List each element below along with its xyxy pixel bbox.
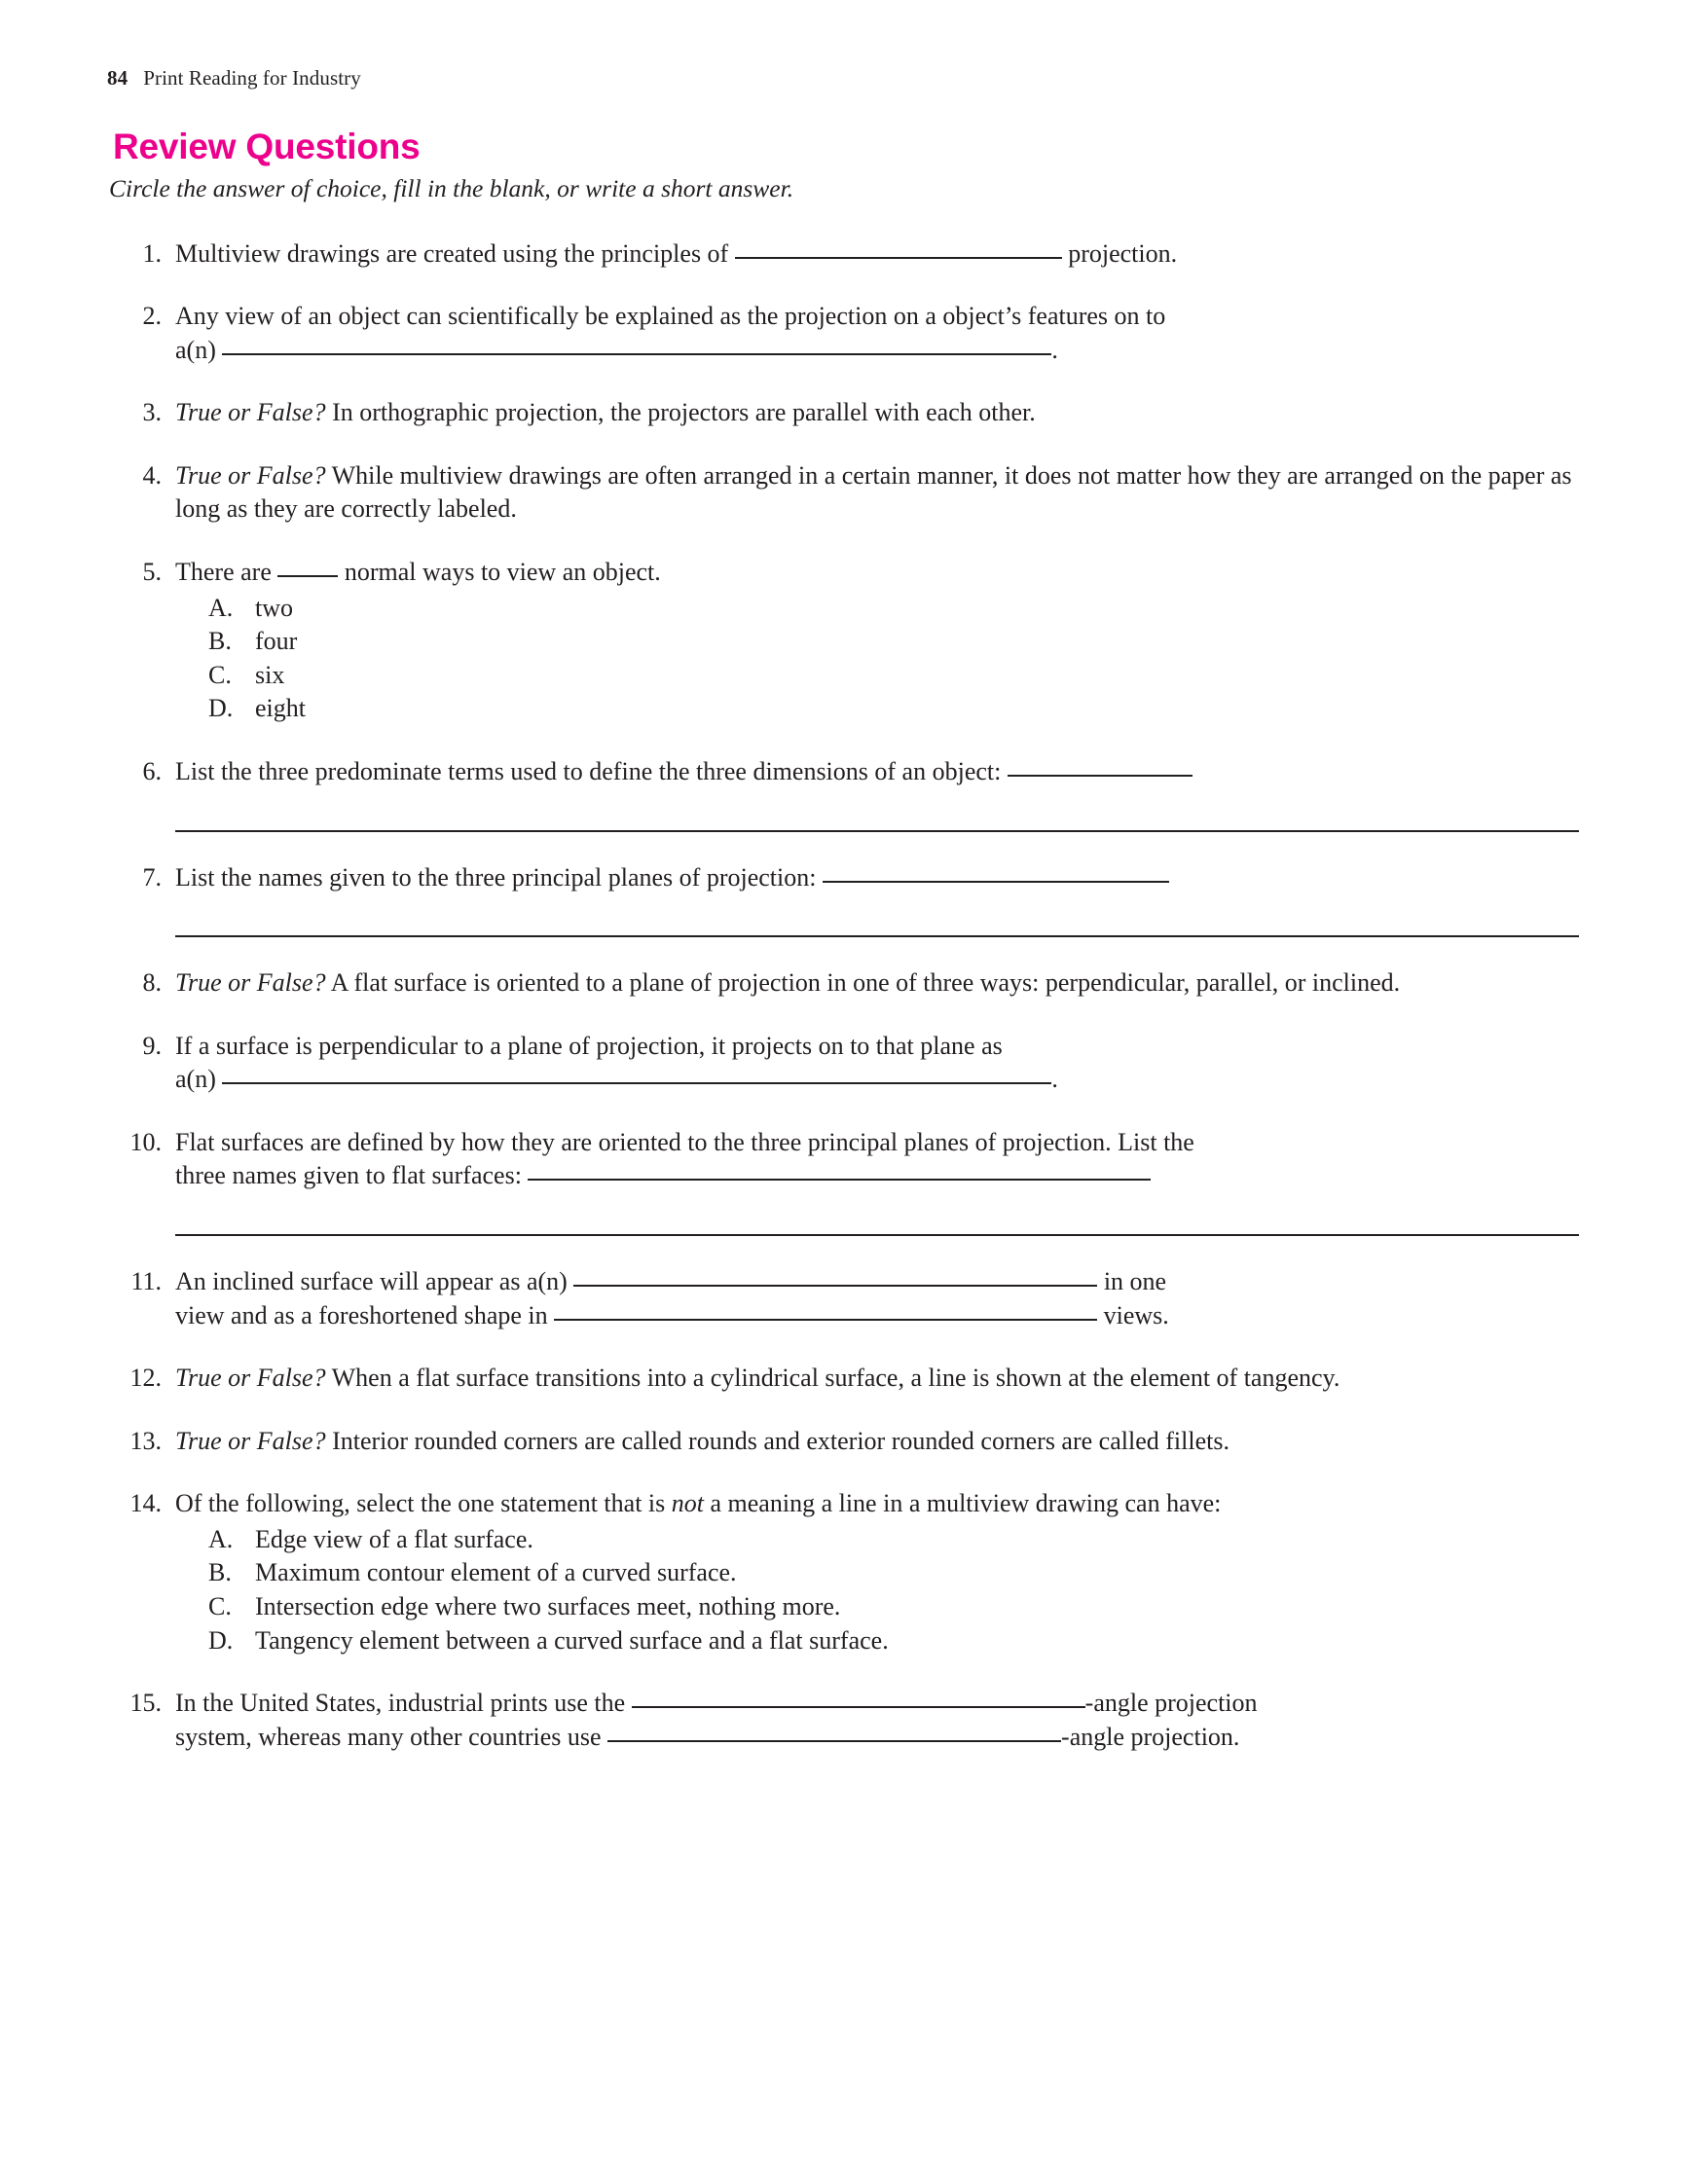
question-text-pre: There are	[175, 558, 278, 587]
question-number: 7.	[142, 862, 162, 892]
question-item	[107, 459, 1579, 527]
question-text	[175, 1687, 1579, 1754]
question-item	[107, 1687, 1579, 1754]
question-item	[107, 861, 1579, 938]
question-line-2-pre: view and as a foreshortened shape in	[175, 1300, 555, 1329]
question-line-2-pre: system, whereas many other countries use	[175, 1722, 608, 1751]
question-item	[107, 1265, 1579, 1332]
question-number: 3.	[142, 398, 162, 427]
question-text	[175, 237, 1579, 272]
true-or-false-lead: True or False?	[175, 460, 326, 490]
question-number: 12.	[129, 1364, 162, 1393]
section-title: Review Questions	[113, 127, 421, 166]
review-questions-list	[107, 237, 1579, 1755]
answer-choices	[175, 592, 1579, 726]
true-or-false-lead: True or False?	[175, 1364, 326, 1393]
fill-in-blank[interactable]	[823, 861, 1169, 883]
fill-in-blank[interactable]	[277, 556, 338, 577]
choice-text: Intersection edge where two surfaces meet, nothing more.	[255, 1592, 841, 1621]
choice-text: eight	[255, 694, 306, 723]
question-text-main: While multiview drawings are often arranged in a certain manner, it does not matter how they are arranged on the paper as long as they are correctly labeled.	[175, 460, 1572, 524]
fill-in-blank[interactable]	[573, 1265, 1097, 1287]
question-number: 1.	[142, 238, 162, 268]
choice-letter: B.	[208, 627, 232, 656]
true-or-false-lead: True or False?	[175, 398, 326, 427]
question-text	[175, 1425, 1579, 1459]
question-line-1: Any view of an object can scientifically be explained as the projection on a object’s features on to	[175, 302, 1166, 331]
question-item	[107, 1030, 1579, 1097]
question-item	[107, 755, 1579, 832]
answer-choices	[175, 1523, 1579, 1657]
choice-letter: D.	[208, 694, 234, 723]
answer-choice[interactable]	[208, 1523, 1579, 1557]
fill-in-blank[interactable]	[607, 1721, 1061, 1742]
question-text	[175, 396, 1579, 430]
question-line-1-post: -angle projection	[1084, 1689, 1258, 1718]
question-emphasis: not	[671, 1489, 704, 1518]
question-text	[175, 556, 1579, 726]
answer-rule[interactable]	[175, 1234, 1579, 1236]
fill-in-blank[interactable]	[554, 1299, 1097, 1321]
question-text-main: List the names given to the three principal planes of projection:	[175, 862, 823, 892]
question-line-2-post: -angle projection.	[1061, 1722, 1240, 1751]
question-text-post: a meaning a line in a multiview drawing can have:	[704, 1489, 1222, 1518]
question-text-pre: Of the following, select the one statement that is	[175, 1489, 672, 1518]
answer-choice[interactable]	[208, 1624, 1579, 1658]
question-item	[107, 1126, 1579, 1236]
question-item	[107, 1425, 1579, 1459]
answer-choice[interactable]	[208, 592, 1579, 626]
question-line-2-post: .	[1051, 1065, 1058, 1094]
question-number: 9.	[142, 1031, 162, 1060]
question-line-1-pre: An inclined surface will appear as a(n)	[175, 1266, 574, 1295]
section-directions: Circle the answer of choice, fill in the blank, or write a short answer.	[109, 173, 794, 202]
choice-text: two	[255, 593, 293, 622]
question-text-main: Interior rounded corners are called rounds and exterior rounded corners are called fillets.	[325, 1426, 1229, 1455]
answer-rule[interactable]	[175, 935, 1579, 937]
choice-text: Edge view of a flat surface.	[255, 1524, 533, 1553]
true-or-false-lead: True or False?	[175, 968, 326, 998]
question-number: 5.	[142, 558, 162, 587]
question-line-1-pre: In the United States, industrial prints use the	[175, 1689, 632, 1718]
question-line-1: Flat surfaces are defined by how they are oriented to the three principal planes of projection. List the	[175, 1127, 1194, 1156]
question-text	[175, 1126, 1579, 1236]
question-text	[175, 755, 1579, 832]
choice-text: six	[255, 660, 285, 689]
question-item	[107, 300, 1579, 367]
question-item	[107, 556, 1579, 726]
question-number: 10.	[129, 1127, 162, 1156]
choice-letter: A.	[208, 1524, 234, 1553]
choice-letter: C.	[208, 660, 232, 689]
question-text	[175, 1362, 1579, 1396]
question-number: 13.	[129, 1426, 162, 1455]
question-line-2-pre: three names given to flat surfaces:	[175, 1161, 529, 1190]
choice-text: Tangency element between a curved surface and a flat surface.	[255, 1625, 889, 1655]
question-number: 14.	[129, 1489, 162, 1518]
question-line-2-post: .	[1051, 335, 1058, 364]
fill-in-blank[interactable]	[632, 1687, 1085, 1708]
fill-in-blank[interactable]	[222, 1063, 1051, 1084]
question-line-2-pre: a(n)	[175, 1065, 223, 1094]
question-line-2-pre: a(n)	[175, 335, 223, 364]
question-line-1: If a surface is perpendicular to a plane of projection, it projects on to that plane as	[175, 1031, 1003, 1060]
answer-choice[interactable]	[208, 1556, 1579, 1590]
question-number: 8.	[142, 968, 162, 998]
fill-in-blank[interactable]	[222, 334, 1051, 355]
question-text	[175, 861, 1579, 938]
question-item	[107, 966, 1579, 1001]
choice-letter: D.	[208, 1625, 234, 1655]
answer-choice[interactable]	[208, 625, 1579, 659]
answer-choice[interactable]	[208, 1590, 1579, 1624]
question-item	[107, 396, 1579, 430]
question-text-post: projection.	[1061, 238, 1178, 268]
choice-letter: C.	[208, 1592, 232, 1621]
question-line-2-post: views.	[1097, 1300, 1169, 1329]
question-text-main: In orthographic projection, the projectors are parallel with each other.	[325, 398, 1036, 427]
question-text-main: When a flat surface transitions into a cylindrical surface, a line is shown at the element of tangency.	[325, 1364, 1340, 1393]
question-item	[107, 1487, 1579, 1657]
question-text	[175, 1030, 1579, 1097]
question-text	[175, 300, 1579, 367]
answer-rule[interactable]	[175, 830, 1579, 832]
question-item	[107, 1362, 1579, 1396]
question-text	[175, 966, 1579, 1001]
question-text	[175, 1265, 1579, 1332]
choice-letter: B.	[208, 1558, 232, 1587]
page-number: 84	[107, 66, 128, 90]
question-item	[107, 237, 1579, 272]
running-head	[107, 66, 1579, 91]
answer-choice[interactable]	[208, 659, 1579, 693]
question-text-main: A flat surface is oriented to a plane of projection in one of three ways: perpendicular, parallel, or inclined.	[325, 968, 1401, 998]
choice-text: Maximum contour element of a curved surface.	[255, 1558, 737, 1587]
question-text-main: List the three predominate terms used to define the three dimensions of an object:	[175, 756, 1008, 785]
question-text-pre: Multiview drawings are created using the principles of	[175, 238, 735, 268]
fill-in-blank[interactable]	[735, 237, 1062, 259]
question-number: 15.	[129, 1689, 162, 1718]
choice-text: four	[255, 627, 298, 656]
question-number: 4.	[142, 460, 162, 490]
true-or-false-lead: True or False?	[175, 1426, 326, 1455]
fill-in-blank[interactable]	[528, 1159, 1151, 1181]
fill-in-blank[interactable]	[1008, 755, 1193, 777]
answer-choice[interactable]	[208, 692, 1579, 726]
question-number: 11.	[130, 1266, 162, 1295]
choice-letter: A.	[208, 593, 234, 622]
question-text	[175, 459, 1579, 527]
question-number: 6.	[142, 756, 162, 785]
book-title: Print Reading for Industry	[143, 66, 361, 90]
question-text-post: normal ways to view an object.	[338, 558, 661, 587]
question-line-1-post: in one	[1097, 1266, 1167, 1295]
question-text	[175, 1487, 1579, 1657]
question-number: 2.	[142, 302, 162, 331]
